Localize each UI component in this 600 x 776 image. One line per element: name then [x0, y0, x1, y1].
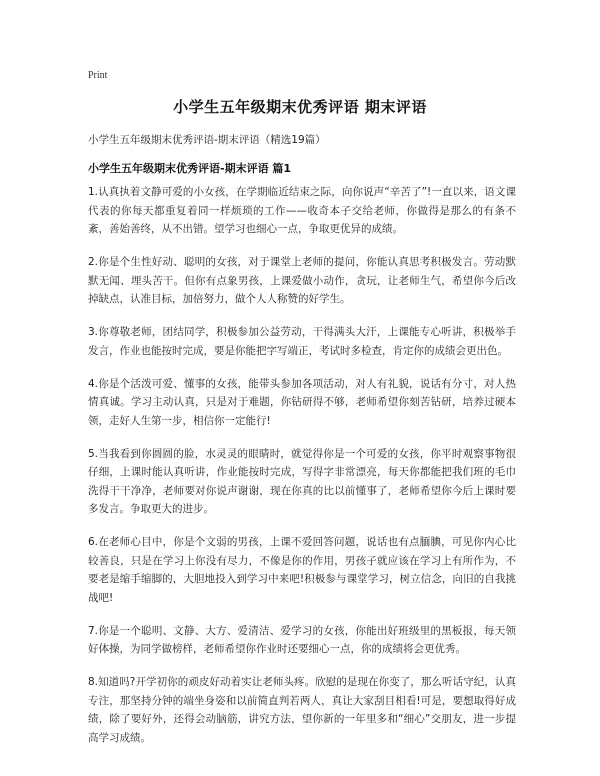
paragraph: 6.在老师心目中，你是个文弱的男孩，上课不爱回答问题，说话也有点腼腆，可见你内心比较善良，只是在学习上你没有尽力，不像是你的作用，男孩子就应该在学习上有所作为，不要老是缩手缩脚的，大胆地投入到学习中来吧!积极参与课堂学习，树立信念，向旧的自我挑战吧!	[88, 536, 516, 604]
paragraph: 3.你尊敬老师，团结同学，积极参加公益劳动，干得满头大汗，上课能专心听讲，积极举手发言，作业也能按时完成，要是你能把字写端正，考试时多检查，肯定你的成绩会更出色。	[88, 326, 516, 357]
page-title: 小学生五年级期末优秀评语 期末评语	[173, 98, 427, 116]
document-body	[88, 183, 516, 762]
paragraph: 5.当我看到你圆圆的脸，水灵灵的眼睛时，就觉得你是一个可爱的女孩，你平时观察事物很仔细，上课时能认真听讲，作业能按时完成，写得字非常漂亮，每天你都能把我们班的毛巾洗得干干净净，老师要对你说声谢谢，现在你真的比以前懂事了，老师希望你今后上课时要多发言。争取更大的进步。	[88, 447, 516, 515]
paragraph: 8.知道吗?开学初你的顽皮好动着实让老师头疼。欣慰的是现在你变了，那么听话守纪，认真专注，那坚持分钟的端坐身姿和以前简直判若两人，真让大家刮目相看!可是，要想取得好成绩，除了要好外，还得会动脑筋，讲究方法，望你新的一年里多和“细心”交朋友，进一步提高学习成绩。	[88, 676, 516, 744]
paragraph: 7.你是一个聪明、文静、大方、爱清洁、爱学习的女孩，你能出好班级里的黑板报，每天领好体操，为同学做榜样，老师希望你作业时还要细心一点，你的成绩将会更优秀。	[88, 624, 516, 655]
print-label: Print	[88, 70, 108, 81]
paragraph: 2.你是个生性好动、聪明的女孩，对于课堂上老师的提问，你能认真思考积极发言。劳动默默无闻、埋头苦干。但你有点象男孩，上课爱做小动作，贪玩，让老师生气，希望你今后改掉缺点，认准目标，加倍努力，做个人人称赞的好学生。	[88, 256, 516, 305]
document-subtitle: 小学生五年级期末优秀评语-期末评语（精选19篇）	[88, 134, 326, 146]
paragraph: 4.你是个活泼可爱、懂事的女孩，能带头参加各项活动，对人有礼貌，说话有分寸，对人热情真诚。学习主动认真，只是对于难题，你钻研得不够，老师希望你刻苦钻研，培养过硬本领，走好人生第一步，相信你一定能行!	[88, 377, 516, 427]
paragraph: 1.认真执着文静可爱的小女孩，在学期临近结束之际，向你说声“辛苦了”!一直以来，语文课代表的你每天都重复着同一样烦琐的工作——收奇本子交给老师，你做得是那么的有条不紊，善始善终，从不出错。望学习也细心一点，争取更优异的成绩。	[88, 186, 516, 235]
section-heading: 小学生五年级期末优秀评语-期末评语 篇1	[88, 162, 292, 175]
